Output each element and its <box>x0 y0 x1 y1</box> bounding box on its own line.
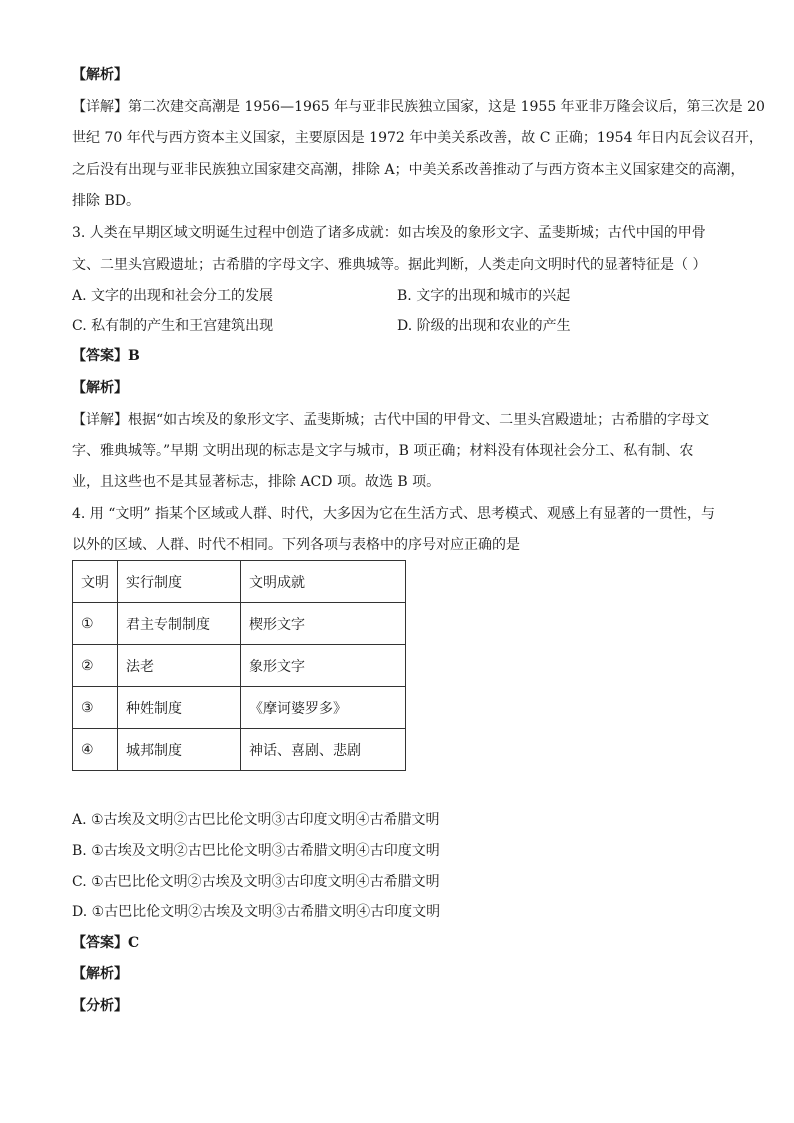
q4-stem-line-2: 以外的区域、人群、时代不相同。下列各项与表格中的序号对应正确的是 <box>72 537 520 553</box>
table-cell: 楔形文字 <box>241 603 406 645</box>
table-cell: 象形文字 <box>241 645 406 687</box>
table-cell: ③ <box>73 687 118 729</box>
q2-detail-line-1: 【详解】第二次建交高潮是 1956—1965 年与亚非民族独立国家，这是 1955 年亚非万隆会议后，第三次是 20 <box>72 99 765 115</box>
q3-detail-line-1: 【详解】根据“如古埃及的象形文字、孟斐斯城；古代中国的甲骨文、二里头宫殿遗址；古希腊的字母文 <box>72 412 710 428</box>
table-header-cell: 实行制度 <box>118 561 241 603</box>
q4-fenxi-heading: 【分析】 <box>72 998 128 1014</box>
q3-option-b: B. 文字的出现和城市的兴起 <box>397 288 571 304</box>
q3-stem-line-2: 文、二里头宫殿遗址；古希腊的字母文字、雅典城等。据此判断，人类走向文明时代的显著特征是（ ） <box>72 257 707 273</box>
civilization-table <box>72 560 406 771</box>
q3-analysis-heading: 【解析】 <box>72 380 128 396</box>
q4-stem-line-1: 4. 用 “文明” 指某个区域或人群、时代，大多因为它在生活方式、思考模式、观感上有显著的一贯性，与 <box>72 506 716 522</box>
table-cell: ① <box>73 603 118 645</box>
table-header-cell: 文明 <box>73 561 118 603</box>
q3-detail-line-3: 业，且这些也不是其显著标志，排除 ACD 项。故选 B 项。 <box>72 474 441 490</box>
table-cell: 法老 <box>118 645 241 687</box>
table-cell: ② <box>73 645 118 687</box>
table-row <box>73 603 406 645</box>
table-row <box>73 729 406 771</box>
q3-option-d: D. 阶级的出现和农业的产生 <box>397 318 571 334</box>
table-header-row <box>73 561 406 603</box>
q3-option-a: A. 文字的出现和社会分工的发展 <box>72 288 274 304</box>
table-cell: ④ <box>73 729 118 771</box>
q4-option-a: A. ①古埃及文明②古巴比伦文明③古印度文明④古希腊文明 <box>72 812 440 828</box>
q3-stem-line-1: 3. 人类在早期区域文明诞生过程中创造了诸多成就：如古埃及的象形文字、孟斐斯城；古代中国的甲骨 <box>72 225 706 241</box>
table-cell: 神话、喜剧、悲剧 <box>241 729 406 771</box>
q3-detail-line-2: 字、雅典城等。”早期 文明出现的标志是文字与城市，B 项正确；材料没有体现社会分工、私有制、农 <box>72 443 694 459</box>
q2-detail-line-2: 世纪 70 年代与西方资本主义国家，主要原因是 1972 年中美关系改善，故 C 正确；1954 年日内瓦会议召开， <box>72 130 763 146</box>
table-cell: 城邦制度 <box>118 729 241 771</box>
q4-answer: 【答案】C <box>72 935 140 951</box>
q2-analysis-heading: 【解析】 <box>72 67 128 83</box>
table-row <box>73 645 406 687</box>
q4-option-d: D. ①古巴比伦文明②古埃及文明③古希腊文明④古印度文明 <box>72 904 441 920</box>
q2-detail-line-4: 排除 BD。 <box>72 193 140 209</box>
q4-option-b: B. ①古埃及文明②古巴比伦文明③古希腊文明④古印度文明 <box>72 843 440 859</box>
q4-option-c: C. ①古巴比伦文明②古埃及文明③古印度文明④古希腊文明 <box>72 874 440 890</box>
table-header-cell: 文明成就 <box>241 561 406 603</box>
table-cell: 种姓制度 <box>118 687 241 729</box>
table-cell: 君主专制制度 <box>118 603 241 645</box>
q2-detail-line-3: 之后没有出现与亚非民族独立国家建交高潮，排除 A；中美关系改善推动了与西方资本主义国家建交的高潮， <box>72 162 745 178</box>
q4-analysis-heading: 【解析】 <box>72 966 128 982</box>
q3-option-c: C. 私有制的产生和王宫建筑出现 <box>72 318 274 334</box>
q3-answer: 【答案】B <box>72 348 140 364</box>
table-row <box>73 687 406 729</box>
table-cell: 《摩诃婆罗多》 <box>241 687 406 729</box>
